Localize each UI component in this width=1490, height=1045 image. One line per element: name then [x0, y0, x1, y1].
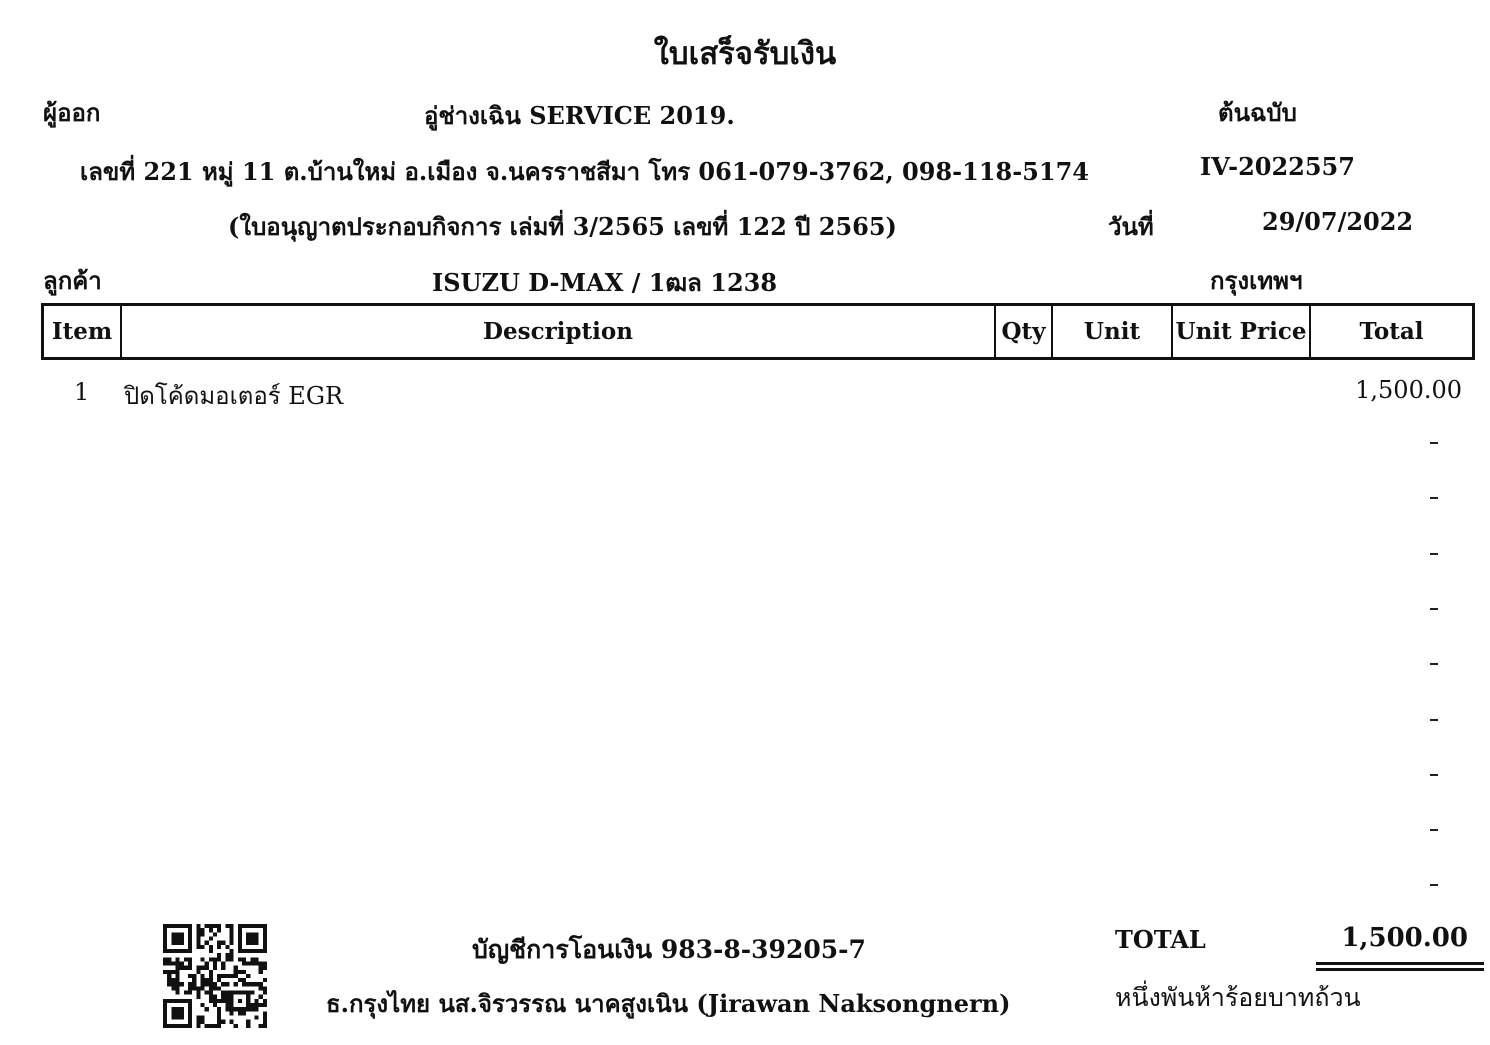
customer-label: ลูกค้า — [43, 266, 102, 295]
business-license: (ใบอนุญาตประกอบกิจการ เล่มที่ 3/2565 เลขที่ 122 ปี 2565) — [228, 212, 897, 241]
total-label: TOTAL — [1115, 925, 1206, 954]
issuer-name: อู่ช่างเฉิน SERVICE 2019. — [424, 101, 735, 130]
payment-qr-code — [163, 924, 267, 1028]
header-qty: Qty — [996, 306, 1053, 357]
empty-row-dash — [1430, 774, 1438, 776]
empty-row-dash — [1430, 884, 1438, 886]
total-underline — [1316, 962, 1484, 965]
empty-row-dash — [1430, 719, 1438, 721]
row-item-number: 1 — [74, 378, 90, 406]
total-value: 1,500.00 — [1341, 923, 1468, 953]
bank-name-line: ธ.กรุงไทย นส.จิรวรรณ นาคสูงเนิน (Jirawan Naksongnern) — [326, 989, 1011, 1018]
empty-row-dash — [1430, 829, 1438, 831]
issuer-address: เลขที่ 221 หมู่ 11 ต.บ้านใหม่ อ.เมือง จ.นครราชสีมา โทร 061-079-3762, 098-118-5174 — [80, 157, 1089, 186]
document-number: IV-2022557 — [1200, 152, 1355, 181]
total-double-underline — [1316, 968, 1484, 971]
original-copy-label: ต้นฉบับ — [1218, 98, 1297, 127]
empty-row-dash — [1430, 663, 1438, 665]
row-description: ปิดโค้ดมอเตอร์ EGR — [124, 382, 344, 410]
items-table-header — [41, 303, 1475, 360]
header-unit: Unit — [1053, 306, 1173, 357]
empty-row-dash — [1430, 442, 1438, 444]
amount-in-words: หนึ่งพันห้าร้อยบาทถ้วน — [1115, 983, 1361, 1012]
date-label: วันที่ — [1108, 212, 1154, 241]
header-item: Item — [44, 306, 122, 357]
bank-account-line: บัญชีการโอนเงิน 983-8-39205-7 — [472, 935, 866, 964]
customer-name: ISUZU D-MAX / 1ฒล 1238 — [432, 268, 778, 297]
header-total: Total — [1359, 318, 1424, 345]
row-total: 1,500.00 — [1355, 376, 1462, 404]
issuer-label: ผู้ออก — [43, 98, 101, 127]
empty-row-dash — [1430, 497, 1438, 499]
customer-city: กรุงเทพฯ — [1210, 266, 1303, 295]
document-date: 29/07/2022 — [1262, 207, 1414, 236]
header-unit-price: Unit Price — [1173, 306, 1311, 357]
empty-row-dash — [1430, 553, 1438, 555]
header-description: Description — [122, 306, 996, 357]
empty-row-dash — [1430, 608, 1438, 610]
document-title: ใบเสร็จรับเงิน — [653, 36, 837, 72]
